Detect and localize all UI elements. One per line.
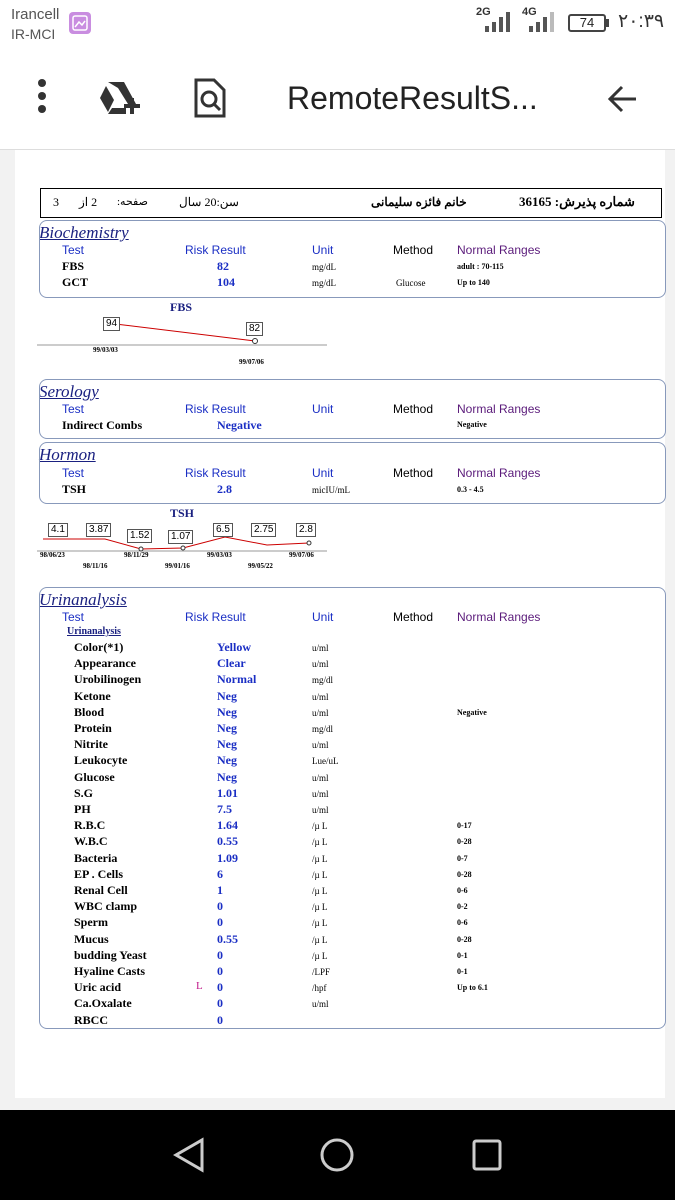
- tsh-point: [181, 546, 185, 550]
- urinalysis-result: 1.64: [217, 818, 238, 833]
- urinalysis-test: Glucose: [74, 769, 115, 784]
- col-method: Method: [393, 402, 434, 416]
- urinalysis-test: EP . Cells: [74, 866, 124, 881]
- urinalysis-unit: /LPF: [312, 967, 331, 977]
- admission-number: شماره پذیرش: 36165: [519, 194, 635, 209]
- fbs-point: [253, 339, 258, 344]
- home-circle-icon[interactable]: [319, 1137, 355, 1178]
- hormon-section: [39, 442, 666, 504]
- fbs-graph: [35, 315, 335, 370]
- urinalysis-section: [39, 587, 666, 1029]
- urinalysis-unit: /µ L: [312, 950, 328, 961]
- clock: ۲۰:۳۹: [618, 11, 665, 32]
- biochemistry-method: Glucose: [396, 278, 426, 288]
- tsh-date-label: 99/01/16: [165, 562, 190, 570]
- biochemistry-range: Up to 140: [457, 278, 490, 287]
- urinalysis-result: 0: [217, 915, 223, 930]
- col-test: Test: [62, 610, 85, 624]
- urinalysis-unit: /µ L: [312, 837, 328, 848]
- biochemistry-result: 82: [217, 259, 229, 273]
- fbs-date-label: 99/07/06: [239, 358, 264, 366]
- fbs-point-label: 82: [246, 322, 263, 336]
- urinalysis-unit: u/ml: [312, 643, 329, 653]
- find-in-page-icon[interactable]: [192, 78, 226, 118]
- urinalysis-result: Neg: [217, 753, 237, 768]
- urinalysis-test: Leukocyte: [74, 753, 128, 768]
- urinalysis-range: 0-1: [457, 950, 468, 960]
- urinalysis-unit: u/ml: [312, 740, 329, 751]
- urinalysis-result: 0.55: [217, 931, 238, 946]
- col-method: Method: [393, 243, 434, 257]
- urinalysis-result: Neg: [217, 688, 237, 703]
- urinalysis-test: Uric acid: [74, 980, 121, 995]
- urinalysis-test: Color(*1): [74, 640, 124, 654]
- urinalysis-result: 1.09: [217, 850, 238, 865]
- gallery-notification-icon: [69, 12, 91, 34]
- urinalysis-unit: /µ L: [312, 869, 328, 880]
- tsh-date-label: 98/11/16: [83, 562, 108, 570]
- signal-strength-icon: [485, 10, 515, 39]
- tsh-point-label: 2.8: [296, 523, 316, 537]
- urinalysis-result: 7.5: [217, 802, 232, 816]
- biochemistry-result: 104: [217, 275, 235, 289]
- back-triangle-icon[interactable]: [172, 1137, 206, 1178]
- tsh-date-label: 99/05/22: [248, 562, 273, 570]
- tsh-point-label: 4.1: [48, 523, 68, 537]
- col-risk-result: Risk Result: [185, 466, 246, 480]
- tsh-point-label: 1.52: [127, 529, 152, 543]
- page-label: صفحه:: [117, 196, 148, 208]
- urinalysis-result: Neg: [217, 721, 237, 735]
- biochemistry-section: [39, 220, 666, 298]
- urinalysis-unit: u/ml: [312, 659, 329, 670]
- urinalysis-test: Nitrite: [74, 737, 108, 752]
- col-risk-result: Risk Result: [185, 610, 246, 624]
- tsh-date-label: 98/06/23: [40, 551, 65, 559]
- col-unit: Unit: [312, 243, 334, 257]
- hormon-result: 2.8: [217, 482, 232, 496]
- col-unit: Unit: [312, 466, 334, 480]
- col-unit: Unit: [312, 610, 334, 624]
- urinalysis-test: Protein: [74, 721, 112, 735]
- tsh-point-label: 3.87: [86, 523, 111, 537]
- serology-test: Indirect Combs: [62, 418, 143, 432]
- urinalysis-unit: /µ L: [312, 902, 328, 913]
- tsh-point-label: 1.07: [168, 530, 193, 544]
- fbs-graph-title: FBS: [170, 300, 193, 314]
- urinalysis-subheading: Urinanalysis: [67, 626, 121, 637]
- patient-age: سن:20 سال: [179, 195, 239, 209]
- urinalysis-unit: /µ L: [312, 934, 328, 945]
- biochemistry-unit: mg/dL: [312, 262, 336, 272]
- biochemistry-unit: mg/dL: [312, 278, 336, 288]
- urinalysis-result: Normal: [217, 672, 257, 687]
- urinalysis-test: Appearance: [74, 656, 136, 671]
- urinalysis-test: Renal Cell: [74, 883, 128, 897]
- urinalysis-unit: /µ L: [312, 853, 328, 864]
- fbs-date-label: 99/03/03: [93, 346, 118, 354]
- urinalysis-range: 0-6: [457, 886, 468, 895]
- urinalysis-range: Negative: [457, 707, 487, 717]
- more-vert-icon[interactable]: [32, 78, 52, 118]
- urinalysis-unit: mg/dl: [312, 675, 334, 686]
- network-type-1: 2G: [476, 6, 491, 18]
- tsh-point-label: 6.5: [213, 523, 233, 537]
- tsh-point-label: 2.75: [251, 523, 276, 537]
- urinalysis-unit: Lue/uL: [312, 756, 339, 767]
- col-risk-result: Risk Result: [185, 243, 246, 257]
- urinalysis-test: RBCC: [74, 1012, 109, 1027]
- section-title-hormon: Hormon: [39, 445, 96, 464]
- urinalysis-result: Neg: [217, 704, 237, 719]
- biochemistry-test: GCT: [62, 275, 89, 289]
- urinalysis-range: 0-1: [457, 967, 468, 976]
- urinalysis-unit: u/ml: [312, 772, 329, 783]
- urinalysis-unit: u/ml: [312, 707, 329, 718]
- urinalysis-result: Neg: [217, 737, 237, 752]
- carrier-name-secondary: IR-MCI: [11, 26, 56, 42]
- urinalysis-range: 0-28: [457, 837, 472, 847]
- hormon-unit: micIU/mL: [312, 485, 350, 495]
- tsh-date-label: 98/11/29: [124, 551, 149, 559]
- carrier-name: Irancell: [11, 6, 60, 23]
- biochemistry-test: FBS: [62, 259, 85, 273]
- status-bar: [0, 0, 675, 50]
- urinalysis-test: S.G: [74, 785, 94, 800]
- fbs-graph-line: [107, 323, 255, 341]
- urinalysis-test: Sperm: [74, 915, 108, 930]
- urinalysis-range: 0-28: [457, 869, 472, 879]
- tsh-date-label: 99/07/06: [289, 551, 314, 559]
- urinalysis-result: 0.55: [217, 834, 238, 849]
- urinalysis-test: Urobilinogen: [74, 672, 142, 687]
- urinalysis-range: Up to 6.1: [457, 983, 488, 993]
- signal-strength-icon: [529, 10, 559, 39]
- app-bar: [0, 50, 675, 150]
- urinalysis-test: W.B.C: [74, 834, 108, 849]
- urinalysis-result: 1.01: [217, 785, 238, 800]
- urinalysis-test: Bacteria: [74, 850, 118, 865]
- battery-icon: [606, 19, 609, 27]
- urinalysis-result: 0: [217, 1012, 223, 1027]
- urinalysis-result: Clear: [217, 656, 246, 671]
- tsh-point: [307, 541, 311, 545]
- urinalysis-test: PH: [74, 802, 91, 816]
- urinalysis-range: 0-28: [457, 934, 472, 944]
- tsh-graph-title: TSH: [170, 506, 195, 520]
- col-normal-ranges: Normal Ranges: [457, 610, 541, 624]
- add-to-drive-icon[interactable]: [98, 78, 144, 118]
- urinalysis-test: Ca.Oxalate: [74, 996, 132, 1011]
- urinalysis-unit: u/ml: [312, 805, 329, 815]
- tsh-date-label: 99/03/03: [207, 551, 232, 559]
- urinalysis-unit: u/ml: [312, 788, 329, 799]
- urinalysis-result: 0: [217, 996, 223, 1011]
- report-header: [40, 188, 662, 218]
- page-of: 2 از: [79, 195, 98, 209]
- serology-section: [39, 379, 666, 439]
- urinalysis-unit: /µ L: [312, 886, 328, 896]
- urinalysis-result: 0: [217, 980, 223, 995]
- urinalysis-result: 1: [217, 883, 223, 897]
- navigation-bar: [0, 1110, 675, 1200]
- urinalysis-test: R.B.C: [74, 818, 106, 833]
- urinalysis-result: 0: [217, 899, 223, 914]
- fbs-point-label: 94: [103, 317, 120, 331]
- urinalysis-unit: u/ml: [312, 999, 329, 1010]
- document-title: RemoteResultS...: [287, 80, 538, 116]
- urinalysis-test: budding Yeast: [74, 947, 147, 962]
- section-title-biochemistry: Biochemistry: [39, 223, 129, 242]
- urinalysis-unit: u/ml: [312, 691, 329, 702]
- col-method: Method: [393, 610, 434, 624]
- battery-level: 74: [568, 14, 606, 32]
- col-method: Method: [393, 466, 434, 480]
- col-test: Test: [62, 243, 85, 257]
- urinalysis-test: WBC clamp: [74, 899, 137, 914]
- urinalysis-range: 0-17: [457, 821, 472, 831]
- urinalysis-flag: L: [196, 980, 203, 993]
- urinalysis-result: 0: [217, 964, 223, 978]
- col-normal-ranges: Normal Ranges: [457, 402, 541, 416]
- urinalysis-unit: /µ L: [312, 918, 328, 929]
- urinalysis-unit: mg/dl: [312, 724, 334, 734]
- urinalysis-test: Ketone: [74, 688, 111, 703]
- urinalysis-unit: /µ L: [312, 821, 328, 832]
- urinalysis-range: 0-2: [457, 902, 468, 912]
- urinalysis-unit: /hpf: [312, 983, 327, 994]
- urinalysis-result: 6: [217, 866, 223, 881]
- biochemistry-range: adult : 70-115: [457, 262, 504, 271]
- urinalysis-test: Blood: [74, 704, 105, 719]
- col-test: Test: [62, 466, 85, 480]
- urinalysis-test: Mucus: [74, 931, 109, 946]
- urinalysis-range: 0-6: [457, 918, 468, 928]
- serology-result: Negative: [217, 418, 262, 432]
- col-risk-result: Risk Result: [185, 402, 246, 416]
- col-test: Test: [62, 402, 85, 416]
- arrow-back-icon[interactable]: [606, 82, 640, 116]
- page-total: 3: [53, 195, 59, 209]
- patient-name: خانم فائزه سلیمانی: [371, 195, 467, 209]
- hormon-test: TSH: [62, 482, 87, 496]
- section-title-serology: Serology: [39, 382, 99, 401]
- serology-range: Negative: [457, 420, 487, 429]
- col-unit: Unit: [312, 402, 334, 416]
- urinalysis-test: Hyaline Casts: [74, 964, 146, 978]
- section-title-urinalysis: Urinanalysis: [39, 590, 127, 609]
- report-page: [15, 150, 665, 1098]
- col-normal-ranges: Normal Ranges: [457, 243, 541, 257]
- urinalysis-result: Neg: [217, 769, 237, 784]
- urinalysis-range: 0-7: [457, 853, 468, 863]
- urinalysis-result: Yellow: [217, 640, 251, 654]
- network-type-2: 4G: [522, 6, 537, 18]
- col-normal-ranges: Normal Ranges: [457, 466, 541, 480]
- recents-square-icon[interactable]: [471, 1138, 503, 1177]
- urinalysis-result: 0: [217, 947, 223, 962]
- hormon-range: 0.3 - 4.5: [457, 485, 484, 494]
